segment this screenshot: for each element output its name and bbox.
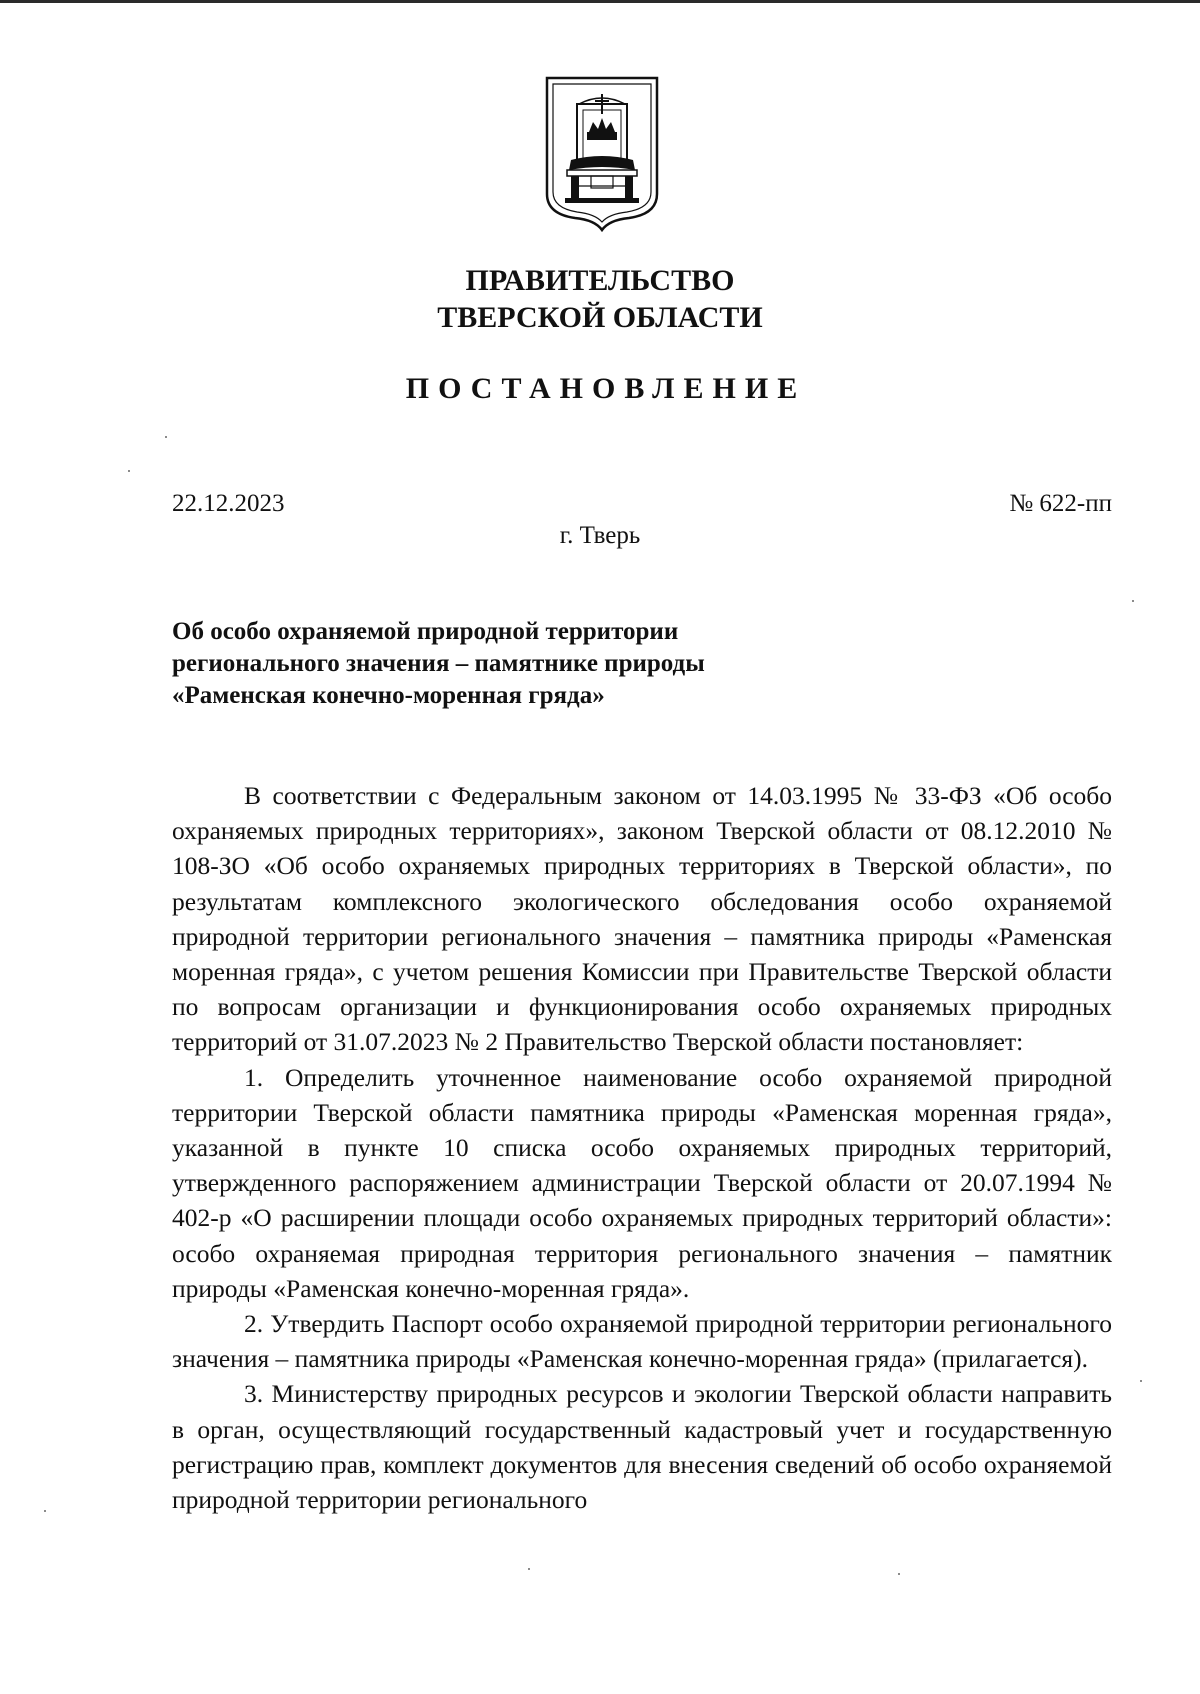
scan-speck <box>1140 1380 1142 1382</box>
document-body <box>172 778 1112 1517</box>
document-date: 22.12.2023 <box>172 490 285 517</box>
document-type-title: ПОСТАНОВЛЕНИЕ <box>405 372 807 405</box>
body-item-1: 1. Определить уточненное наименование особо охраняемой природной территории Тверской области памятника природы «Раменская моренная гряда», указанной в пункте 10 списка особо охраняемых природных территорий, утвержденного распоряжением администрации Тверской области от 20.07.1994 № 402-р «О расширении площади особо охраняемых природных территорий области»: особо охраняемая природная территория регионального значения – памятник природы «Раменская конечно-моренная гряда». <box>172 1062 1112 1303</box>
subject-line-1: Об особо охраняемой природной территории <box>172 618 679 645</box>
subject-line-2: регионального значения – памятнике природы <box>172 650 705 677</box>
scan-speck <box>898 1573 900 1575</box>
document-subject <box>172 616 872 712</box>
body-item-2: 2. Утвердить Паспорт особо охраняемой природной территории регионального значения – памятника природы «Раменская конечно-моренная гряда» (прилагается). <box>172 1309 1112 1374</box>
document-number: № 622-пп <box>1009 490 1112 517</box>
body-preamble: В соответствии с Федеральным законом от 14.03.1995 № 33-ФЗ «Об особо охраняемых природных территориях», законом Тверской области от 08.12.2010 № 108-ЗО «Об особо охраняемых природных территориях в Тверской области», по результатам комплексного экологического обследования особо охраняемой природной территории регионального значения – памятника природы «Раменская моренная гряда», с учетом решения Комиссии при Правительстве Тверской области по вопросам организации и функционирования особо охраняемых природных территорий от 31.07.2023 № 2 Правительство Тверской области постановляет: <box>172 781 1112 1057</box>
org-line-2: ТВЕРСКОЙ ОБЛАСТИ <box>437 301 763 334</box>
scan-speck <box>1132 600 1134 602</box>
subject-line-3: «Раменская конечно-моренная гряда» <box>172 682 605 709</box>
coat-of-arms-icon <box>543 74 661 232</box>
scan-speck <box>165 436 167 438</box>
organization-name <box>0 262 1200 336</box>
scan-top-edge <box>0 0 1200 3</box>
scan-speck <box>44 1510 46 1512</box>
org-line-1: ПРАВИТЕЛЬСТВО <box>465 264 735 297</box>
document-city: г. Тверь <box>559 522 641 549</box>
body-item-3: 3. Министерству природных ресурсов и экологии Тверской области направить в орган, осуществляющий государственный кадастровый учет и государственную регистрацию прав, комплект документов для внесения сведений об особо охраняемой природной территории регионального <box>172 1379 1112 1515</box>
scan-speck <box>128 470 130 472</box>
scan-speck <box>528 1568 530 1570</box>
